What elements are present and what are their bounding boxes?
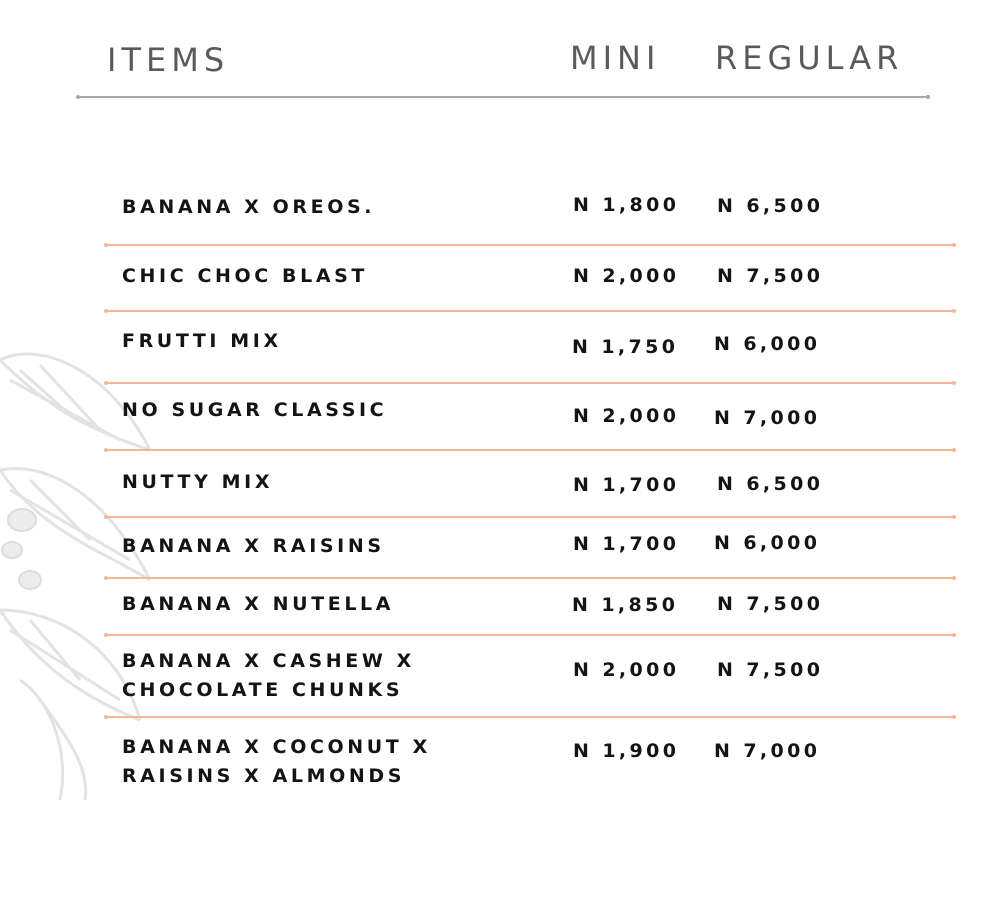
row-divider (106, 449, 954, 451)
menu-item-name: CHIC CHOC BLAST (122, 265, 368, 287)
regular-price: N 6,000 (714, 333, 821, 355)
mini-price: N 1,700 (573, 533, 680, 555)
mini-price: N 1,850 (572, 594, 679, 616)
mini-price: N 1,800 (573, 194, 680, 216)
mini-price: N 2,000 (573, 265, 680, 287)
regular-price: N 7,000 (714, 407, 821, 429)
row-divider (106, 516, 954, 518)
regular-price: N 6,500 (717, 473, 824, 495)
row-divider (106, 310, 954, 312)
mini-price: N 1,900 (573, 740, 680, 762)
regular-price: N 7,000 (714, 740, 821, 762)
menu-item-name: BANANA X RAISINS (122, 535, 385, 557)
mini-price: N 1,750 (572, 336, 679, 358)
menu-item-name: BANANA X COCONUT X RAISINS X ALMONDS (122, 736, 431, 787)
menu-item-name: NUTTY MIX (122, 471, 274, 493)
mini-price: N 2,000 (573, 405, 680, 427)
menu-item-name: NO SUGAR CLASSIC (122, 399, 388, 421)
regular-price: N 6,000 (714, 532, 821, 554)
regular-price: N 7,500 (717, 265, 824, 287)
regular-price: N 7,500 (717, 659, 824, 681)
mini-price: N 1,700 (573, 474, 680, 496)
row-divider (106, 716, 954, 718)
menu-item-name: FRUTTI MIX (122, 330, 282, 352)
row-divider (106, 244, 954, 246)
regular-price: N 6,500 (717, 195, 824, 217)
menu-item-name: BANANA X CASHEW X CHOCOLATE CHUNKS (122, 650, 415, 701)
row-divider (106, 382, 954, 384)
menu-item-name: BANANA X OREOS. (122, 196, 376, 218)
row-divider (106, 634, 954, 636)
regular-header: REGULAR (715, 39, 904, 77)
mini-price: N 2,000 (573, 659, 680, 681)
items-header: ITEMS (107, 41, 230, 79)
row-divider (106, 577, 954, 579)
menu-item-name: BANANA X NUTELLA (122, 593, 395, 615)
mini-header: MINI (570, 39, 661, 77)
regular-price: N 7,500 (717, 593, 824, 615)
